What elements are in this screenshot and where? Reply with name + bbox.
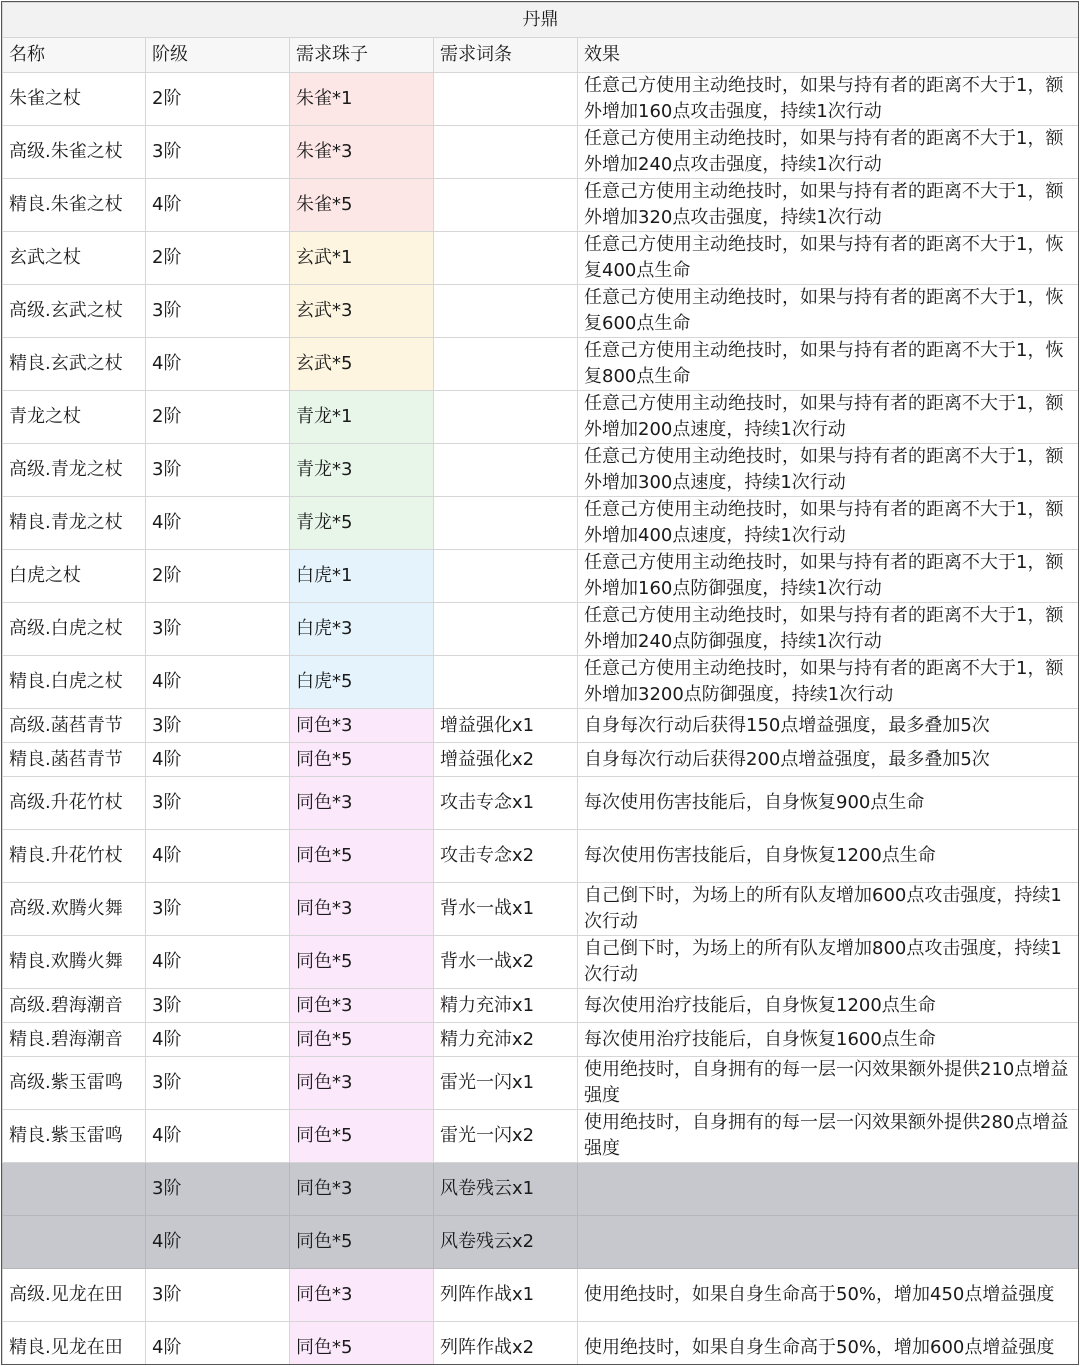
cell-beads[interactable]: 朱雀*3 (290, 126, 434, 179)
cell-tier[interactable]: 2阶 (146, 550, 290, 603)
cell-name[interactable]: 高级.碧海潮音 (3, 989, 146, 1023)
cell-beads[interactable]: 同色*3 (290, 883, 434, 936)
cell-beads[interactable]: 同色*5 (290, 1216, 434, 1269)
cell-entry[interactable]: 列阵作战x2 (434, 1322, 578, 1366)
table-row (3, 936, 1079, 989)
cell-effect[interactable]: 任意己方使用主动绝技时，如果与持有者的距离不大于1，额外增加240点攻击强度，持续1次行动 (578, 126, 1079, 179)
cell-name[interactable]: 朱雀之杖 (3, 73, 146, 126)
cell-entry[interactable] (434, 285, 578, 338)
cell-name[interactable]: 精良.朱雀之杖 (3, 179, 146, 232)
cell-entry[interactable] (434, 73, 578, 126)
spreadsheet (1, 1, 1079, 1365)
cell-beads[interactable]: 白虎*3 (290, 603, 434, 656)
table-row (3, 777, 1079, 830)
cell-beads[interactable]: 同色*5 (290, 1110, 434, 1163)
cell-name[interactable]: 精良.紫玉雷鸣 (3, 1110, 146, 1163)
cell-effect[interactable]: 使用绝技时，如果自身生命高于50%，增加450点增益强度 (578, 1269, 1079, 1322)
cell-effect[interactable]: 使用绝技时，自身拥有的每一层一闪效果额外提供210点增益强度 (578, 1057, 1079, 1110)
cell-tier[interactable]: 4阶 (146, 830, 290, 883)
cell-effect[interactable]: 自身每次行动后获得200点增益强度，最多叠加5次 (578, 743, 1079, 777)
cell-tier[interactable]: 3阶 (146, 126, 290, 179)
cell-tier[interactable]: 4阶 (146, 1023, 290, 1057)
table-row (3, 1163, 1079, 1216)
cell-beads[interactable]: 同色*3 (290, 1057, 434, 1110)
cell-beads[interactable]: 同色*3 (290, 989, 434, 1023)
cell-tier[interactable]: 4阶 (146, 338, 290, 391)
cell-entry[interactable] (434, 444, 578, 497)
table-row (3, 883, 1079, 936)
cell-effect[interactable]: 任意己方使用主动绝技时，如果与持有者的距离不大于1，额外增加400点速度，持续1次行动 (578, 497, 1079, 550)
cell-entry[interactable]: 增益强化x2 (434, 743, 578, 777)
cell-tier[interactable]: 3阶 (146, 777, 290, 830)
cell-effect[interactable]: 任意己方使用主动绝技时，如果与持有者的距离不大于1，额外增加3200点防御强度，持续1次行动 (578, 656, 1079, 709)
cell-entry[interactable]: 风卷残云x1 (434, 1163, 578, 1216)
cell-beads[interactable]: 青龙*1 (290, 391, 434, 444)
cell-beads[interactable]: 玄武*1 (290, 232, 434, 285)
cell-tier[interactable]: 4阶 (146, 179, 290, 232)
table-row (3, 391, 1079, 444)
cell-effect[interactable]: 任意己方使用主动绝技时，如果与持有者的距离不大于1，恢复600点生命 (578, 285, 1079, 338)
cell-entry[interactable]: 列阵作战x1 (434, 1269, 578, 1322)
table-row (3, 73, 1079, 126)
cell-entry[interactable] (434, 179, 578, 232)
cell-name[interactable] (3, 1216, 146, 1269)
cell-beads[interactable]: 同色*3 (290, 1163, 434, 1216)
cell-name[interactable]: 精良.升花竹杖 (3, 830, 146, 883)
table-row (3, 338, 1079, 391)
cell-effect[interactable]: 使用绝技时，如果自身生命高于50%，增加600点增益强度 (578, 1322, 1079, 1366)
cell-tier[interactable]: 3阶 (146, 883, 290, 936)
cell-tier[interactable]: 3阶 (146, 1057, 290, 1110)
table-row (3, 550, 1079, 603)
cell-name[interactable]: 高级.青龙之杖 (3, 444, 146, 497)
cell-name[interactable]: 精良.见龙在田 (3, 1322, 146, 1366)
cell-tier[interactable]: 4阶 (146, 656, 290, 709)
cell-beads[interactable]: 同色*5 (290, 743, 434, 777)
header-effect[interactable]: 效果 (578, 38, 1079, 73)
table-row (3, 1023, 1079, 1057)
table-row (3, 179, 1079, 232)
cell-effect[interactable]: 任意己方使用主动绝技时，如果与持有者的距离不大于1，额外增加300点速度，持续1次行动 (578, 444, 1079, 497)
cell-beads[interactable]: 同色*5 (290, 1023, 434, 1057)
cell-tier[interactable]: 4阶 (146, 497, 290, 550)
cell-beads[interactable]: 同色*3 (290, 777, 434, 830)
cell-tier[interactable]: 4阶 (146, 743, 290, 777)
cell-entry[interactable]: 攻击专念x2 (434, 830, 578, 883)
table-row (3, 1057, 1079, 1110)
cell-effect[interactable]: 自身每次行动后获得150点增益强度，最多叠加5次 (578, 709, 1079, 743)
cell-name[interactable]: 高级.欢腾火舞 (3, 883, 146, 936)
cell-entry[interactable] (434, 497, 578, 550)
cell-beads[interactable]: 朱雀*1 (290, 73, 434, 126)
cell-effect[interactable]: 任意己方使用主动绝技时，如果与持有者的距离不大于1，额外增加160点攻击强度，持续1次行动 (578, 73, 1079, 126)
cell-tier[interactable]: 4阶 (146, 936, 290, 989)
cell-tier[interactable]: 3阶 (146, 1269, 290, 1322)
cell-entry[interactable]: 风卷残云x2 (434, 1216, 578, 1269)
cell-name[interactable]: 高级.朱雀之杖 (3, 126, 146, 179)
table-row (3, 497, 1079, 550)
table-row (3, 656, 1079, 709)
table-row (3, 1110, 1079, 1163)
cell-name[interactable]: 精良.玄武之杖 (3, 338, 146, 391)
cell-entry[interactable]: 精力充沛x1 (434, 989, 578, 1023)
cell-name[interactable]: 精良.菡萏青节 (3, 743, 146, 777)
cell-name[interactable]: 青龙之杖 (3, 391, 146, 444)
table-row (3, 285, 1079, 338)
cell-entry[interactable] (434, 603, 578, 656)
cell-entry[interactable] (434, 338, 578, 391)
cell-beads[interactable]: 青龙*5 (290, 497, 434, 550)
cell-tier[interactable]: 4阶 (146, 1322, 290, 1366)
cell-tier[interactable]: 4阶 (146, 1216, 290, 1269)
cell-beads[interactable]: 同色*5 (290, 830, 434, 883)
cell-effect[interactable]: 任意己方使用主动绝技时，如果与持有者的距离不大于1，恢复400点生命 (578, 232, 1079, 285)
cell-entry[interactable]: 背水一战x2 (434, 936, 578, 989)
cell-entry[interactable] (434, 126, 578, 179)
cell-tier[interactable]: 2阶 (146, 232, 290, 285)
cell-tier[interactable]: 3阶 (146, 285, 290, 338)
header-name[interactable]: 名称 (3, 38, 146, 73)
cell-tier[interactable]: 3阶 (146, 444, 290, 497)
cell-tier[interactable]: 2阶 (146, 73, 290, 126)
cell-tier[interactable]: 2阶 (146, 391, 290, 444)
cell-entry[interactable]: 增益强化x1 (434, 709, 578, 743)
header-tier[interactable]: 阶级 (146, 38, 290, 73)
cell-name[interactable] (3, 1163, 146, 1216)
cell-tier[interactable]: 3阶 (146, 989, 290, 1023)
cell-name[interactable]: 白虎之杖 (3, 550, 146, 603)
cell-tier[interactable]: 3阶 (146, 1163, 290, 1216)
cell-effect[interactable]: 任意己方使用主动绝技时，如果与持有者的距离不大于1，恢复800点生命 (578, 338, 1079, 391)
cell-beads[interactable]: 白虎*5 (290, 656, 434, 709)
cell-beads[interactable]: 同色*5 (290, 936, 434, 989)
cell-beads[interactable]: 青龙*3 (290, 444, 434, 497)
cell-effect[interactable]: 任意己方使用主动绝技时，如果与持有者的距离不大于1，额外增加240点防御强度，持续1次行动 (578, 603, 1079, 656)
cell-entry[interactable] (434, 232, 578, 285)
cell-name[interactable]: 精良.碧海潮音 (3, 1023, 146, 1057)
cell-effect[interactable]: 使用绝技时，自身拥有的每一层一闪效果额外提供280点增益强度 (578, 1110, 1079, 1163)
cell-name[interactable]: 精良.欢腾火舞 (3, 936, 146, 989)
cell-effect[interactable]: 每次使用治疗技能后，自身恢复1200点生命 (578, 989, 1079, 1023)
table-row (3, 603, 1079, 656)
table-row (3, 709, 1079, 743)
cell-entry[interactable]: 雷光一闪x2 (434, 1110, 578, 1163)
cell-entry[interactable]: 精力充沛x2 (434, 1023, 578, 1057)
header-entry[interactable]: 需求词条 (434, 38, 578, 73)
cell-effect[interactable]: 自己倒下时，为场上的所有队友增加600点攻击强度，持续1次行动 (578, 883, 1079, 936)
cell-name[interactable]: 精良.青龙之杖 (3, 497, 146, 550)
cell-effect[interactable]: 每次使用伤害技能后，自身恢复1200点生命 (578, 830, 1079, 883)
header-row (3, 38, 1079, 73)
table-row (3, 444, 1079, 497)
cell-effect[interactable] (578, 1163, 1079, 1216)
cell-beads[interactable]: 白虎*1 (290, 550, 434, 603)
cell-name[interactable]: 高级.升花竹杖 (3, 777, 146, 830)
cell-name[interactable]: 高级.紫玉雷鸣 (3, 1057, 146, 1110)
cell-effect[interactable]: 每次使用治疗技能后，自身恢复1600点生命 (578, 1023, 1079, 1057)
table-row (3, 232, 1079, 285)
cell-effect[interactable]: 每次使用伤害技能后，自身恢复900点生命 (578, 777, 1079, 830)
cell-entry[interactable] (434, 391, 578, 444)
cell-name[interactable]: 高级.白虎之杖 (3, 603, 146, 656)
table-title[interactable]: 丹鼎 (3, 3, 1079, 38)
cell-beads[interactable]: 同色*5 (290, 1322, 434, 1366)
table-row (3, 989, 1079, 1023)
cell-beads[interactable]: 玄武*3 (290, 285, 434, 338)
cell-tier[interactable]: 3阶 (146, 603, 290, 656)
cell-effect[interactable]: 任意己方使用主动绝技时，如果与持有者的距离不大于1，额外增加160点防御强度，持续1次行动 (578, 550, 1079, 603)
cell-beads[interactable]: 玄武*5 (290, 338, 434, 391)
cell-tier[interactable]: 4阶 (146, 1110, 290, 1163)
cell-effect[interactable]: 任意己方使用主动绝技时，如果与持有者的距离不大于1，额外增加320点攻击强度，持续1次行动 (578, 179, 1079, 232)
header-beads[interactable]: 需求珠子 (290, 38, 434, 73)
title-row (3, 3, 1079, 38)
cell-tier[interactable]: 3阶 (146, 709, 290, 743)
cell-beads[interactable]: 朱雀*5 (290, 179, 434, 232)
equipment-table (2, 2, 1079, 1365)
table-row (3, 1216, 1079, 1269)
cell-name[interactable]: 高级.菡萏青节 (3, 709, 146, 743)
cell-name[interactable]: 精良.白虎之杖 (3, 656, 146, 709)
table-row (3, 743, 1079, 777)
cell-entry[interactable] (434, 550, 578, 603)
cell-name[interactable]: 高级.见龙在田 (3, 1269, 146, 1322)
table-row (3, 830, 1079, 883)
table-row (3, 126, 1079, 179)
table-row (3, 1269, 1079, 1322)
cell-name[interactable]: 高级.玄武之杖 (3, 285, 146, 338)
cell-entry[interactable] (434, 656, 578, 709)
cell-beads[interactable]: 同色*3 (290, 1269, 434, 1322)
cell-entry[interactable]: 雷光一闪x1 (434, 1057, 578, 1110)
cell-entry[interactable]: 背水一战x1 (434, 883, 578, 936)
cell-entry[interactable]: 攻击专念x1 (434, 777, 578, 830)
cell-name[interactable]: 玄武之杖 (3, 232, 146, 285)
cell-effect[interactable]: 自己倒下时，为场上的所有队友增加800点攻击强度，持续1次行动 (578, 936, 1079, 989)
cell-beads[interactable]: 同色*3 (290, 709, 434, 743)
cell-effect[interactable] (578, 1216, 1079, 1269)
cell-effect[interactable]: 任意己方使用主动绝技时，如果与持有者的距离不大于1，额外增加200点速度，持续1次行动 (578, 391, 1079, 444)
table-row (3, 1322, 1079, 1366)
